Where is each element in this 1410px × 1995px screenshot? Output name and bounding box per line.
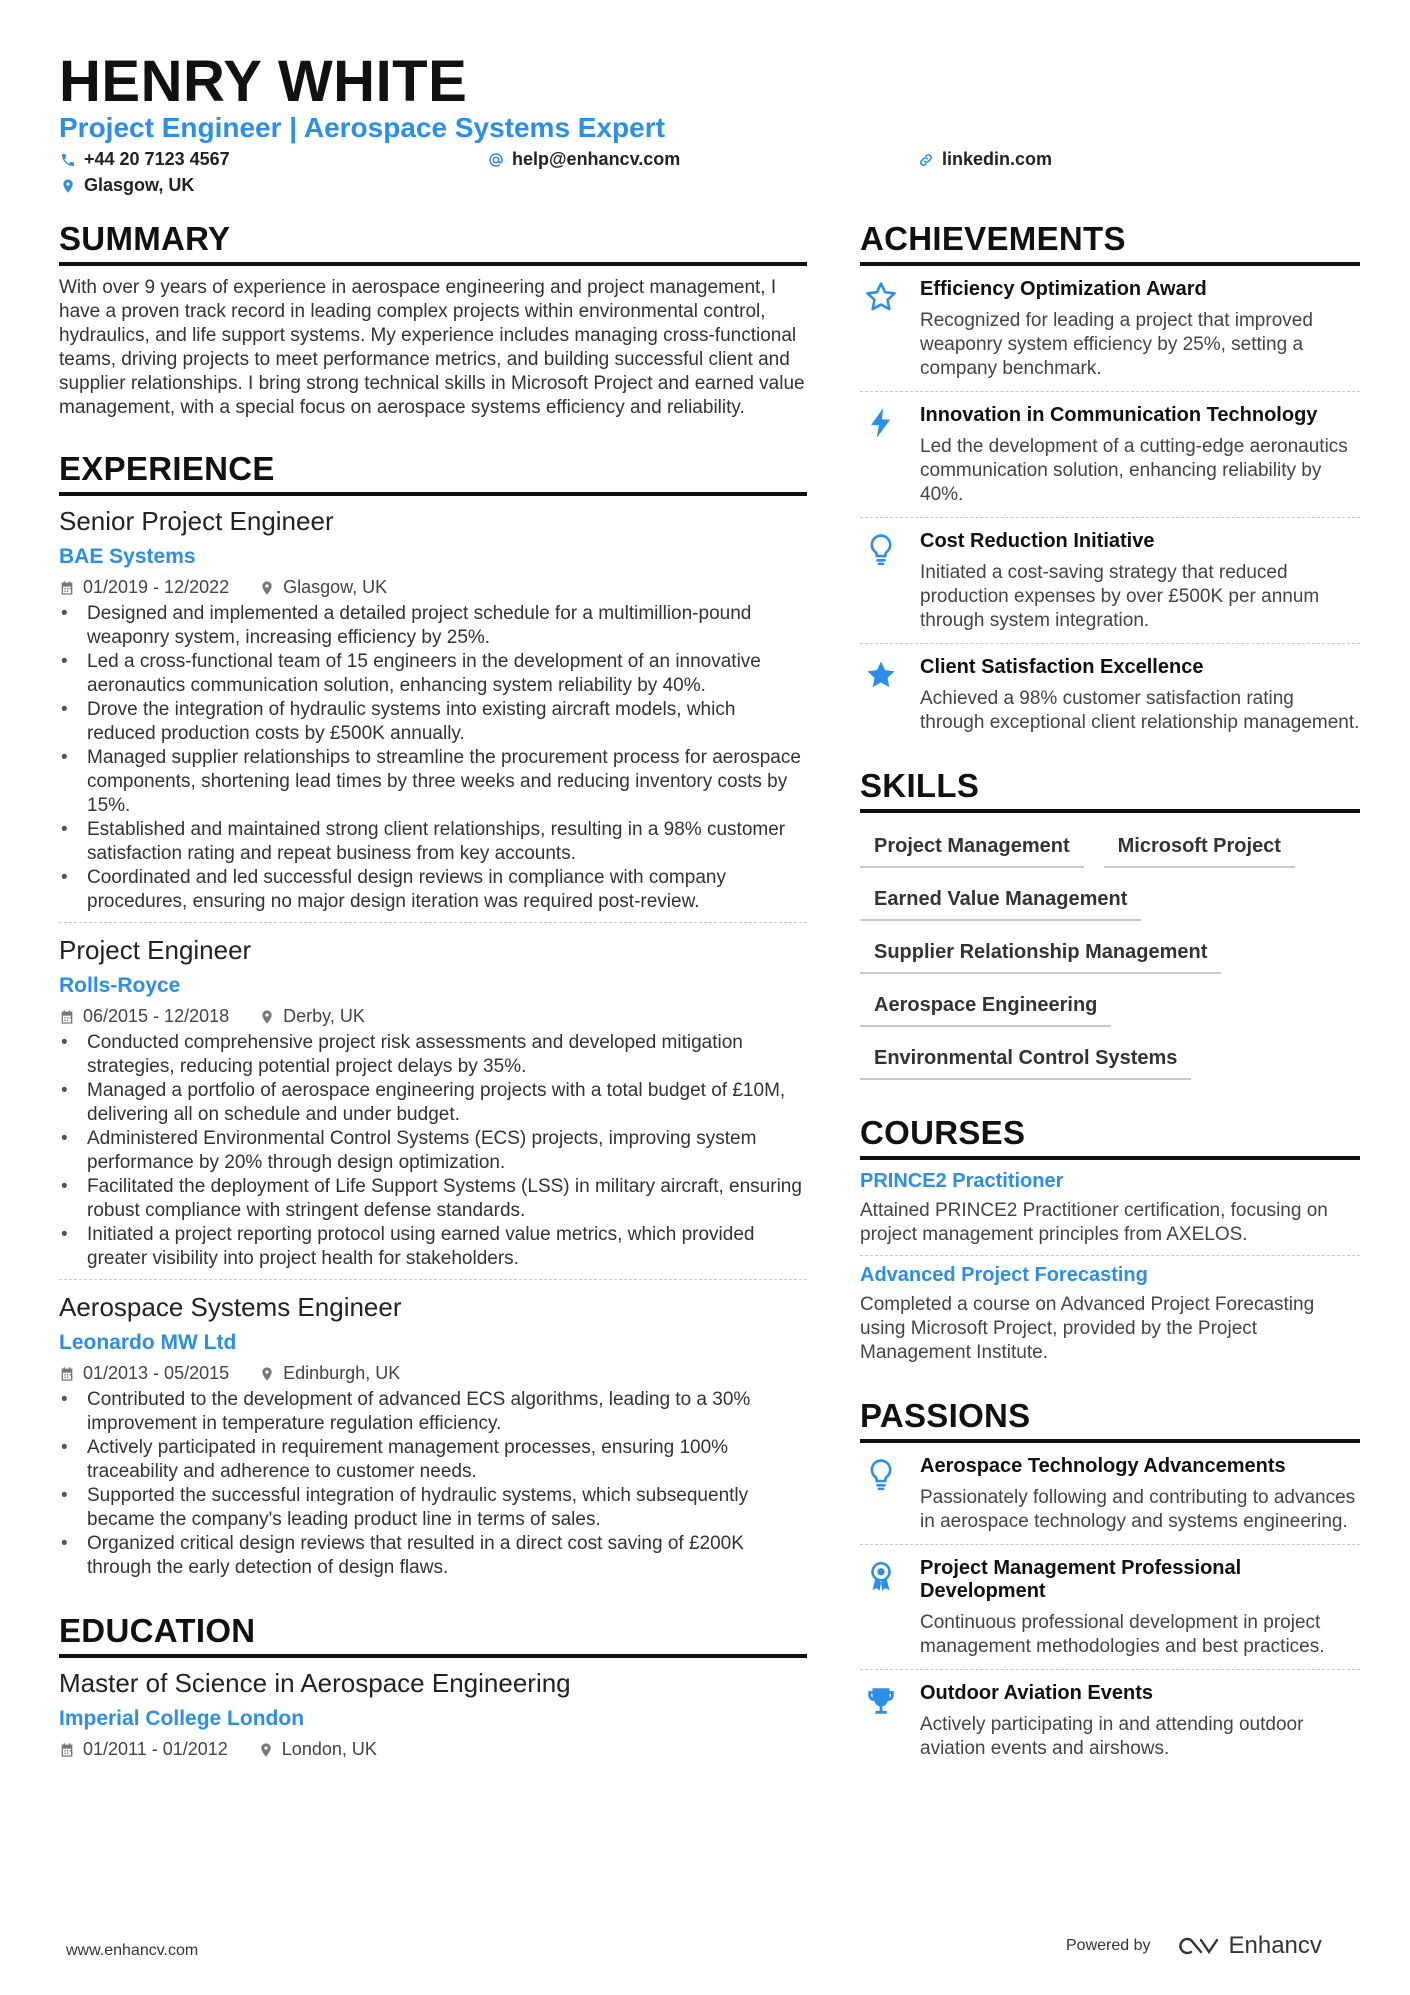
lightbulb-icon — [864, 532, 898, 566]
job-title: Aerospace Systems Engineer — [59, 1292, 402, 1322]
footer-branding[interactable] — [1066, 1932, 1322, 1960]
at-icon — [488, 152, 504, 168]
passion-desc: Actively participating in and attending outdoor aviation events and airshows. — [920, 1714, 1304, 1759]
bullet-item: • Facilitated the deployment of Life Support Systems (LSS) in military aircraft, ensuring robust compliance with stringent defense standards. — [59, 1175, 807, 1223]
skill-tag: Supplier Relationship Management — [860, 935, 1221, 974]
job-bullets — [59, 602, 807, 914]
location-pin-icon — [259, 1009, 275, 1025]
achievement-item — [860, 518, 1360, 644]
job-dates: 01/2013 - 05/2015 — [59, 1363, 229, 1384]
bullet-item: • Actively participated in requirement management processes, ensuring 100% traceability and adherence to customer needs. — [59, 1436, 807, 1484]
lightning-icon — [864, 406, 898, 440]
skill-tag: Environmental Control Systems — [860, 1041, 1191, 1080]
candidate-name: HENRY WHITE — [59, 49, 468, 114]
powered-by-label: Powered by — [1066, 1937, 1151, 1954]
bullet-item: • Managed supplier relationships to streamline the procurement process for aerospace components, shortening lead times by three weeks and reducing inventory costs by 15%. — [59, 746, 807, 818]
brand-logo — [1173, 1932, 1322, 1960]
contact-location — [60, 175, 194, 196]
achievement-desc: Recognized for leading a project that improved weaponry system efficiency by 25%, setting a company benchmark. — [920, 310, 1313, 379]
linkedin-text: linkedin.com — [942, 149, 1053, 169]
enhancv-logo-icon — [1173, 1934, 1219, 1958]
calendar-icon — [59, 1366, 75, 1382]
job-location: Glasgow, UK — [259, 577, 387, 598]
company-name: BAE Systems — [59, 545, 196, 568]
skill-tag: Earned Value Management — [860, 882, 1141, 921]
course-desc: Completed a course on Advanced Project Forecasting using Microsoft Project, provided by the Project Management Institute. — [860, 1294, 1315, 1363]
bullet-item: • Supported the successful integration of hydraulic systems, which subsequently became the company's leading product line in terms of sales. — [59, 1484, 807, 1532]
job-bullets — [59, 1031, 807, 1271]
skill-tag: Aerospace Engineering — [860, 988, 1111, 1027]
calendar-icon — [59, 1009, 75, 1025]
achievement-desc: Achieved a 98% customer satisfaction rating through exceptional client relationship management. — [920, 688, 1360, 733]
course-item — [860, 1170, 1360, 1256]
medal-icon — [864, 1559, 898, 1593]
passion-desc: Passionately following and contributing to advances in aerospace technology and systems engineering. — [920, 1487, 1356, 1532]
job-location: Edinburgh, UK — [259, 1363, 400, 1384]
achievement-title: Cost Reduction Initiative — [920, 530, 1155, 552]
passion-item — [860, 1545, 1360, 1670]
bullet-item: • Administered Environmental Control Systems (ECS) projects, improving system performance by 20% through design optimization. — [59, 1127, 807, 1175]
experience-entry — [59, 506, 807, 923]
bullet-item: • Drove the integration of hydraulic systems into existing aircraft models, which reduced production costs by £500K annually. — [59, 698, 807, 746]
bullet-item: • Led a cross-functional team of 15 engineers in the development of an innovative aeronautics communication solution, enhancing system reliability by 40%. — [59, 650, 807, 698]
achievement-item — [860, 644, 1360, 745]
passion-title: Outdoor Aviation Events — [920, 1682, 1153, 1704]
achievement-desc: Led the development of a cutting-edge aeronautics communication solution, enhancing reliability by 40%. — [920, 436, 1348, 505]
bullet-item: • Conducted comprehensive project risk assessments and developed mitigation strategies, reducing potential project delays by 35%. — [59, 1031, 807, 1079]
education-entry — [59, 1668, 807, 1772]
achievement-item — [860, 266, 1360, 392]
achievement-title: Client Satisfaction Excellence — [920, 656, 1204, 678]
skills-list — [860, 829, 1360, 1080]
education-meta — [59, 1739, 807, 1760]
job-meta — [59, 1006, 807, 1027]
contact-linkedin[interactable] — [918, 149, 1052, 170]
phone-icon — [60, 152, 76, 168]
footer-website[interactable]: www.enhancv.com — [66, 1942, 199, 1959]
location-pin-icon — [60, 178, 76, 194]
passions-heading: PASSIONS — [860, 1397, 1360, 1443]
lightbulb-icon — [864, 1457, 898, 1491]
job-meta — [59, 577, 807, 598]
location-pin-icon — [259, 580, 275, 596]
achievement-desc: Initiated a cost-saving strategy that reduced production expenses by over £500K per annum through system integration. — [920, 562, 1320, 631]
passion-title: Aerospace Technology Advancements — [920, 1455, 1286, 1477]
location-text: Glasgow, UK — [84, 175, 195, 195]
achievements-heading: ACHIEVEMENTS — [860, 220, 1360, 266]
passion-item — [860, 1670, 1360, 1771]
job-meta — [59, 1363, 807, 1384]
right-column — [860, 220, 1360, 1771]
degree-title: Master of Science in Aerospace Engineering — [59, 1668, 571, 1698]
achievement-title: Efficiency Optimization Award — [920, 278, 1207, 300]
bullet-item: • Contributed to the development of advanced ECS algorithms, leading to a 30% improvement in temperature regulation efficiency. — [59, 1388, 807, 1436]
link-icon — [918, 152, 934, 168]
passion-title: Project Management Professional Development — [920, 1557, 1242, 1602]
calendar-icon — [59, 1742, 75, 1758]
brand-name: Enhancv — [1228, 1932, 1322, 1959]
star-filled-icon — [864, 658, 898, 692]
achievement-title: Innovation in Communication Technology — [920, 404, 1318, 426]
candidate-title: Project Engineer | Aerospace Systems Expert — [59, 112, 665, 143]
experience-heading: EXPERIENCE — [59, 450, 807, 496]
left-column — [59, 220, 807, 1784]
job-dates: 01/2019 - 12/2022 — [59, 577, 229, 598]
summary-text: With over 9 years of experience in aerospace engineering and project management, I have a proven track record in leading complex projects within environmental control, hydraulics, and life support systems. My experience includes managing cross-functional teams, driving projects to meet performance metrics, and building successful client and supplier relationships. I bring strong technical skills in Microsoft Project and earned value management, with a special focus on aerospace systems efficiency and reliability. — [59, 277, 805, 418]
email-text: help@enhancv.com — [512, 149, 681, 169]
bullet-item: • Organized critical design reviews that resulted in a direct cost saving of £200K through the early detection of design flaws. — [59, 1532, 807, 1580]
summary-heading: SUMMARY — [59, 220, 807, 266]
skill-tag: Microsoft Project — [1104, 829, 1295, 868]
job-title: Senior Project Engineer — [59, 506, 334, 536]
job-location: Derby, UK — [259, 1006, 365, 1027]
bullet-item: • Managed a portfolio of aerospace engineering projects with a total budget of £10M, delivering all on schedule and under budget. — [59, 1079, 807, 1127]
experience-entry — [59, 935, 807, 1280]
location-pin-icon — [259, 1366, 275, 1382]
company-name: Leonardo MW Ltd — [59, 1331, 237, 1354]
experience-entry — [59, 1292, 807, 1588]
course-title: Advanced Project Forecasting — [860, 1264, 1148, 1286]
bullet-item: • Initiated a project reporting protocol using earned value metrics, which provided greater visibility into project health for stakeholders. — [59, 1223, 807, 1271]
bullet-item: • Established and maintained strong client relationships, resulting in a 98% customer satisfaction rating and repeat business from key accounts. — [59, 818, 807, 866]
education-heading: EDUCATION — [59, 1612, 807, 1658]
passion-item — [860, 1443, 1360, 1545]
bullet-item: • Designed and implemented a detailed project schedule for a multimillion-pound weaponry system, increasing efficiency by 25%. — [59, 602, 807, 650]
achievement-item — [860, 392, 1360, 518]
job-title: Project Engineer — [59, 935, 252, 965]
education-dates: 01/2011 - 01/2012 — [59, 1739, 228, 1760]
education-location: London, UK — [258, 1739, 377, 1760]
job-dates: 06/2015 - 12/2018 — [59, 1006, 229, 1027]
job-bullets — [59, 1388, 807, 1580]
contact-phone[interactable] — [60, 149, 230, 170]
courses-heading: COURSES — [860, 1114, 1360, 1160]
course-title: PRINCE2 Practitioner — [860, 1170, 1064, 1192]
school-name: Imperial College London — [59, 1707, 305, 1730]
trophy-icon — [864, 1684, 898, 1718]
passion-desc: Continuous professional development in project management methodologies and best practices. — [920, 1612, 1325, 1657]
skills-heading: SKILLS — [860, 767, 1360, 813]
star-outline-icon — [864, 280, 898, 314]
calendar-icon — [59, 580, 75, 596]
skill-tag: Project Management — [860, 829, 1084, 868]
phone-text: +44 20 7123 4567 — [84, 149, 230, 169]
contact-email[interactable] — [488, 149, 680, 170]
course-desc: Attained PRINCE2 Practitioner certification, focusing on project management principles from AXELOS. — [860, 1200, 1328, 1245]
course-item — [860, 1264, 1360, 1373]
company-name: Rolls-Royce — [59, 974, 181, 997]
bullet-item: • Coordinated and led successful design reviews in compliance with company procedures, ensuring no major design iteration was required post-review. — [59, 866, 807, 914]
location-pin-icon — [258, 1742, 274, 1758]
